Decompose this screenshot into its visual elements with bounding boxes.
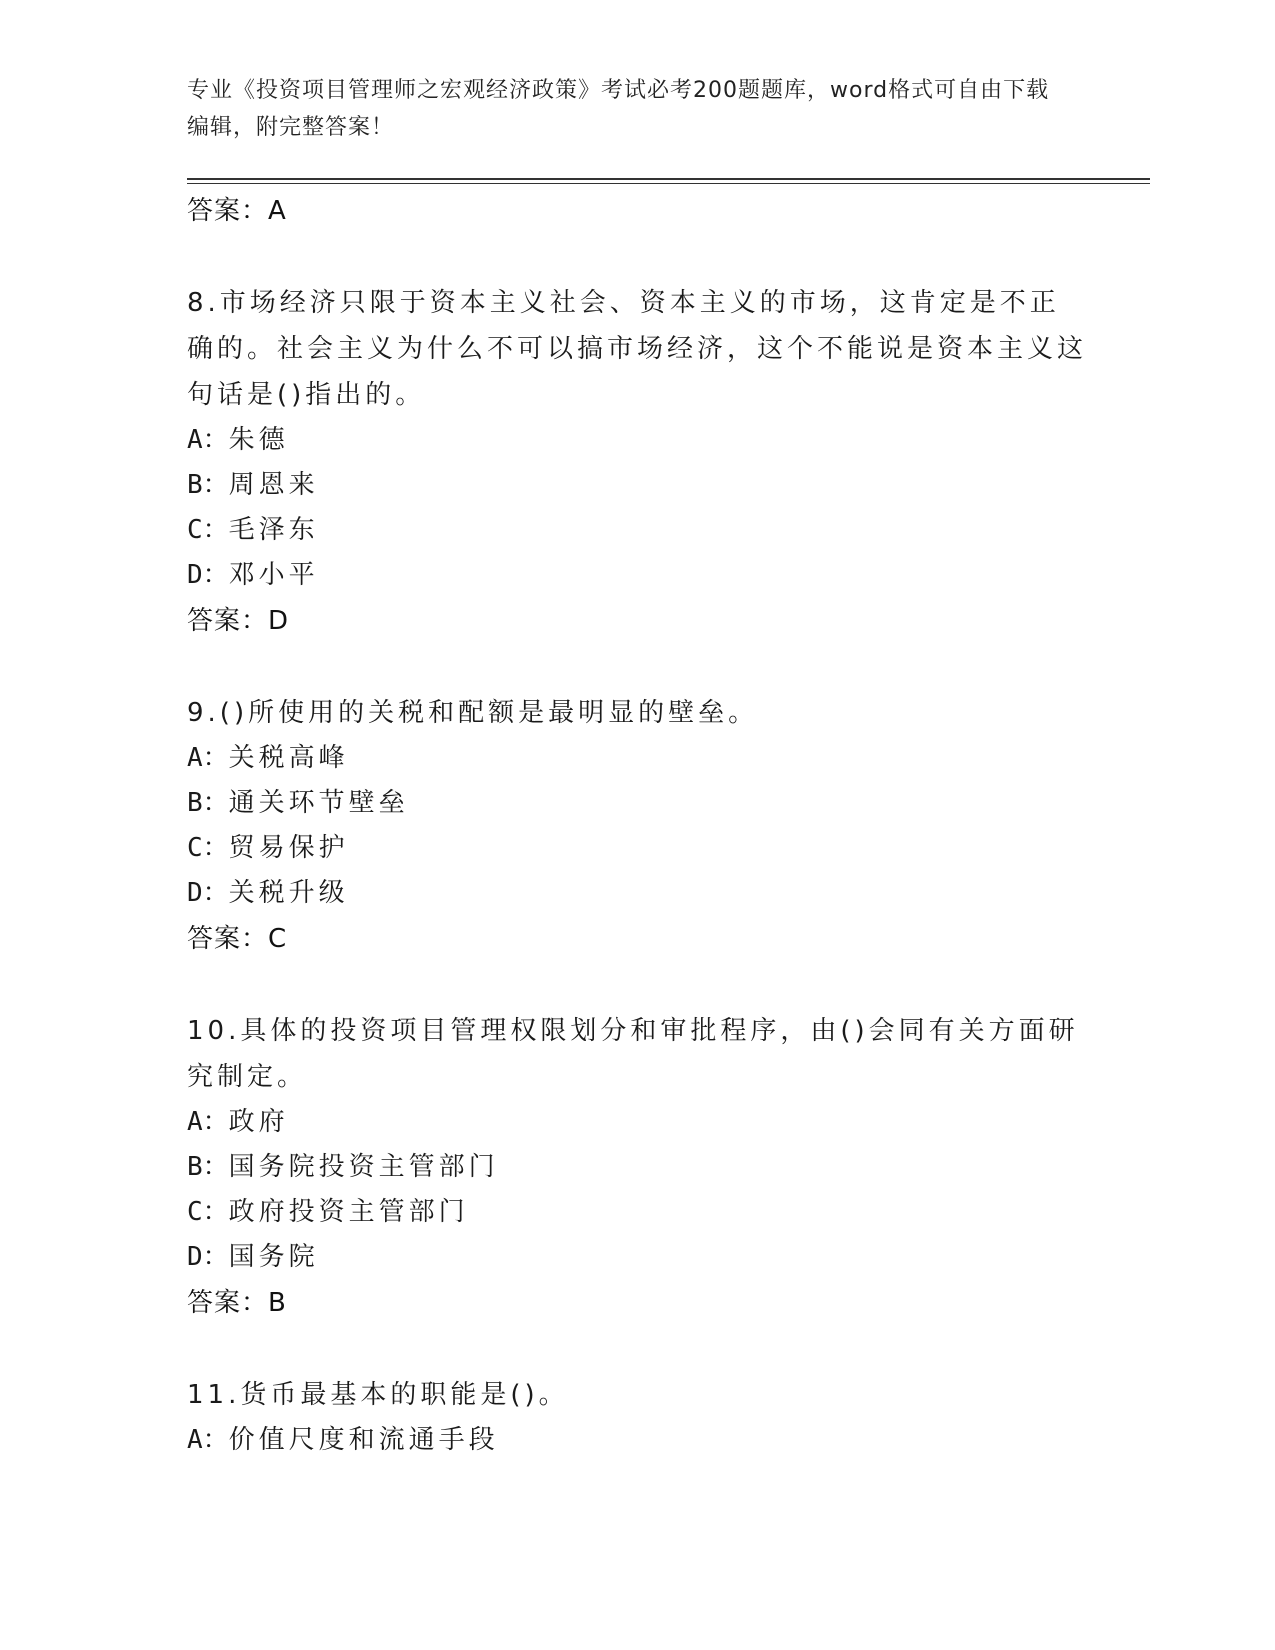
option-label: D： <box>187 560 229 590</box>
option-label: A： <box>187 1425 229 1455</box>
header-divider-thick <box>187 178 1150 180</box>
header-text: 专业《投资项目管理师之宏观经济政策》考试必考200题题库，word格式可自由下载编辑，附完整答案！ <box>187 78 1050 140</box>
option-text: 毛泽东 <box>228 515 319 545</box>
answer-line: 答案：D <box>187 606 290 636</box>
spacer <box>187 234 1087 280</box>
option-text: 周恩来 <box>228 470 319 500</box>
question-text: 11.货币最基本的职能是()。 <box>187 1380 569 1410</box>
option-c <box>187 1190 1087 1235</box>
header-divider-thin <box>187 183 1150 184</box>
answer-line: 答案：A <box>187 196 287 226</box>
option-text: 国务院投资主管部门 <box>228 1152 499 1182</box>
option-label: B： <box>187 470 229 500</box>
option-text: 贸易保护 <box>228 833 349 863</box>
option-text: 关税高峰 <box>228 743 349 773</box>
answer-line: 答案：C <box>187 924 288 954</box>
option-label: C： <box>187 1197 229 1227</box>
page-header <box>187 72 1067 146</box>
option-label: D： <box>187 878 229 908</box>
option-label: A： <box>187 1107 229 1137</box>
option-b <box>187 463 1087 508</box>
option-d <box>187 1235 1087 1280</box>
option-label: A： <box>187 743 229 773</box>
option-label: C： <box>187 833 229 863</box>
question-text: 9.()所使用的关税和配额是最明显的壁垒。 <box>187 698 759 728</box>
question-9 <box>187 690 1087 962</box>
question-10 <box>187 1008 1087 1326</box>
option-text: 朱德 <box>228 425 289 455</box>
answer-line: 答案：B <box>187 1288 287 1318</box>
option-label: C： <box>187 515 229 545</box>
option-label: A： <box>187 425 229 455</box>
spacer <box>187 1326 1087 1372</box>
option-d <box>187 553 1087 598</box>
option-a <box>187 1100 1087 1145</box>
option-a <box>187 736 1087 781</box>
option-label: D： <box>187 1242 229 1272</box>
option-c <box>187 508 1087 553</box>
option-text: 价值尺度和流通手段 <box>228 1425 499 1455</box>
option-text: 政府 <box>228 1107 289 1137</box>
option-d <box>187 871 1087 916</box>
option-b <box>187 1145 1087 1190</box>
option-b <box>187 781 1087 826</box>
option-a <box>187 1418 1087 1463</box>
question-11 <box>187 1372 1087 1463</box>
option-text: 政府投资主管部门 <box>228 1197 469 1227</box>
question-8 <box>187 280 1087 644</box>
option-label: B： <box>187 788 229 818</box>
option-text: 关税升级 <box>228 878 349 908</box>
option-a <box>187 418 1087 463</box>
option-text: 邓小平 <box>228 560 319 590</box>
question-text: 8.市场经济只限于资本主义社会、资本主义的市场，这肯定是不正确的。社会主义为什么不可以搞市场经济，这个不能说是资本主义这句话是()指出的。 <box>187 288 1088 410</box>
question-text: 10.具体的投资项目管理权限划分和审批程序，由()会同有关方面研究制定。 <box>187 1016 1079 1092</box>
option-text: 国务院 <box>228 1242 319 1272</box>
option-label: B： <box>187 1152 229 1182</box>
spacer <box>187 644 1087 690</box>
spacer <box>187 962 1087 1008</box>
question-list <box>187 188 1087 1463</box>
option-c <box>187 826 1087 871</box>
option-text: 通关环节壁垒 <box>228 788 409 818</box>
